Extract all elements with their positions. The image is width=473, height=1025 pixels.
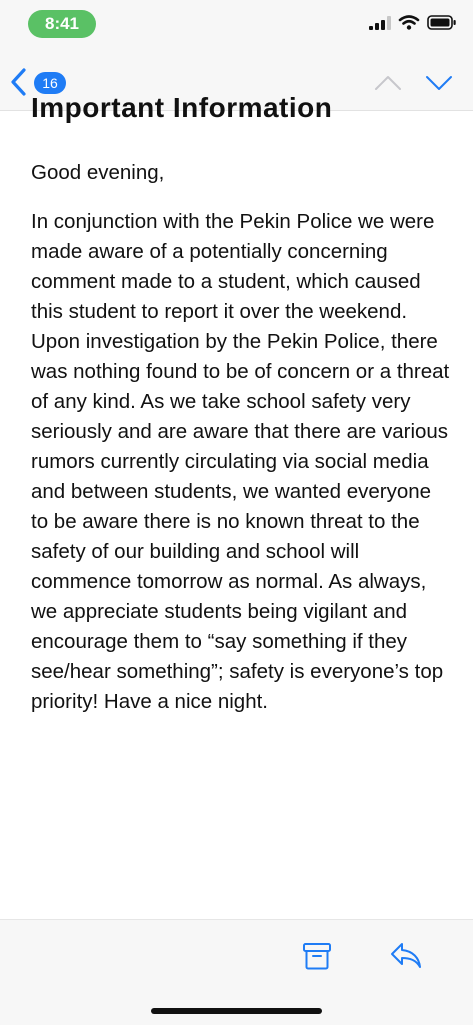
bottom-toolbar — [0, 919, 473, 1025]
status-time[interactable]: 8:41 — [28, 10, 96, 38]
home-indicator[interactable] — [151, 1008, 322, 1014]
message-content[interactable] — [0, 92, 473, 919]
back-chevron-icon[interactable] — [8, 66, 30, 98]
unread-count-badge[interactable]: 16 — [34, 72, 66, 94]
battery-icon — [427, 15, 457, 35]
archive-icon[interactable] — [301, 940, 333, 972]
status-bar — [0, 0, 473, 48]
message-greeting: Good evening, — [31, 161, 165, 184]
reply-icon[interactable] — [389, 940, 423, 970]
up-arrow-icon[interactable] — [374, 74, 402, 92]
message-body: In conjunction with the Pekin Police we were made aware of a potentially concerning comment made to a student, which caused this student to report it over the weekend. Upon investigation by the Pekin Police, there was nothing found to be of concern or a threat of any kind. As we take school safety very seriously and are aware that there are various rumors currently circulating via social media and between students, we wanted everyone to be aware there is no known threat to the safety of our building and school will commence tomorrow as normal. As always, we appreciate students being vigilant and encourage them to “say something if they see/hear something”; safety is everyone’s top priority! Have a nice night. — [31, 210, 450, 713]
signal-bars-icon — [369, 16, 391, 35]
message-subject: Important Information — [31, 92, 333, 123]
status-icons — [369, 14, 457, 36]
down-arrow-icon[interactable] — [425, 74, 453, 92]
wifi-icon — [399, 15, 419, 35]
